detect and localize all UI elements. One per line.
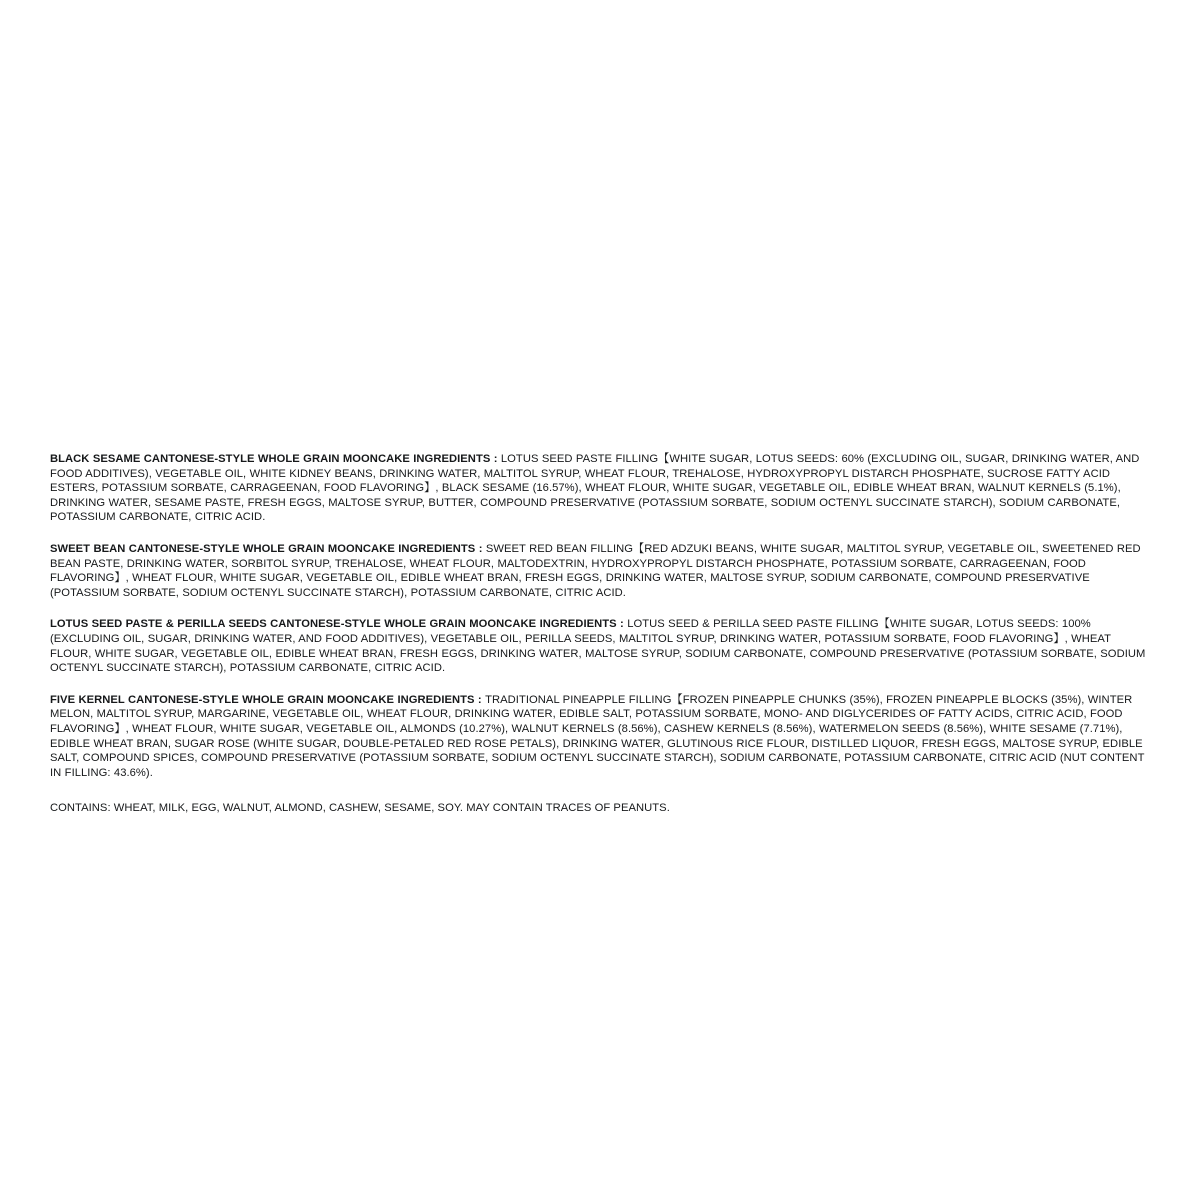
ingredient-paragraph-sweet-bean	[50, 542, 1154, 600]
ingredients-section	[50, 452, 1154, 816]
ingredient-body: LOTUS SEED & PERILLA SEED PASTE FILLING【WHITE SUGAR, LOTUS SEEDS: 100% (EXCLUDING OIL, SUGAR, DRINKING WATER, AND FOOD ADDITIVES), VEGETABLE OIL, PERILLA SEEDS, MALTITOL SYRUP, DRINKING WATER, POTASSIUM SORBATE, FOOD FLAVORING】, WHEAT FLOUR, WHITE SUGAR, VEGETABLE OIL, EDIBLE WHEAT BRAN, FRESH EGGS, DRINKING WATER, MALTOSE SYRUP, SODIUM CARBONATE, COMPOUND PRESERVATIVE (POTASSIUM SORBATE, SODIUM OCTENYL SUCCINATE STARCH), POTASSIUM CARBONATE, CITRIC ACID.	[50, 618, 1146, 675]
ingredient-body: SWEET RED BEAN FILLING【RED ADZUKI BEANS, WHITE SUGAR, MALTITOL SYRUP, VEGETABLE OIL, SWEETENED RED BEAN PASTE, DRINKING WATER, SORBITOL SYRUP, TREHALOSE, WHEAT FLOUR, MALTODEXTRIN, HYDROXYPROPYL DISTARCH PHOSPHATE, POTASSIUM SORBATE, CARRAGEENAN, FOOD FLAVORING】, WHEAT FLOUR, WHITE SUGAR, VEGETABLE OIL, EDIBLE WHEAT BRAN, FRESH EGGS, DRINKING WATER, MALTOSE SYRUP, SODIUM CARBONATE, COMPOUND PRESERVATIVE (POTASSIUM SORBATE, SODIUM OCTENYL SUCCINATE STARCH), POTASSIUM CARBONATE, CITRIC ACID.	[50, 542, 1141, 599]
ingredient-paragraph-five-kernel	[50, 693, 1154, 781]
allergen-statement: CONTAINS: WHEAT, MILK, EGG, WALNUT, ALMOND, CASHEW, SESAME, SOY. MAY CONTAIN TRACES OF PEANUTS.	[50, 802, 670, 815]
ingredient-body: LOTUS SEED PASTE FILLING【WHITE SUGAR, LOTUS SEEDS: 60% (EXCLUDING OIL, SUGAR, DRINKING WATER, AND FOOD ADDITIVES), VEGETABLE OIL, WHITE KIDNEY BEANS, DRINKING WATER, MALTITOL SYRUP, WHEAT FLOUR, TREHALOSE, HYDROXYPROPYL DISTARCH PHOSPHATE, SUCROSE FATTY ACID ESTERS, POTASSIUM SORBATE, CARRAGEENAN, FOOD FLAVORING】, BLACK SESAME (16.57%), WHEAT FLOUR, WHITE SUGAR, VEGETABLE OIL, EDIBLE WHEAT BRAN, WALNUT KERNELS (5.1%), DRINKING WATER, SESAME PASTE, FRESH EGGS, MALTOSE SYRUP, BUTTER, COMPOUND PRESERVATIVE (POTASSIUM SORBATE, SODIUM OCTENYL SUCCINATE STARCH), SODIUM CARBONATE, POTASSIUM CARBONATE, CITRIC ACID.	[50, 453, 1140, 524]
ingredient-heading: SWEET BEAN CANTONESE-STYLE WHOLE GRAIN MOONCAKE INGREDIENTS :	[50, 542, 486, 555]
ingredient-body: TRADITIONAL PINEAPPLE FILLING【FROZEN PINEAPPLE CHUNKS (35%), FROZEN PINEAPPLE BLOCKS (35%), WINTER MELON, MALTITOL SYRUP, MARGARINE, VEGETABLE OIL, WHEAT FLOUR, DRINKING WATER, EDIBLE SALT, POTASSIUM SORBATE, MONO- AND DIGLYCERIDES OF FATTY ACIDS, CITRIC ACID, FOOD FLAVORING】, WHEAT FLOUR, WHITE SUGAR, VEGETABLE OIL, ALMONDS (10.27%), WALNUT KERNELS (8.56%), CASHEW KERNELS (8.56%), WATERMELON SEEDS (8.56%), WHITE SESAME (7.71%), EDIBLE WHEAT BRAN, SUGAR ROSE (WHITE SUGAR, DOUBLE-PETALED RED ROSE PETALS), DRINKING WATER, GLUTINOUS RICE FLOUR, DISTILLED LIQUOR, FRESH EGGS, MALTOSE SYRUP, EDIBLE SALT, COMPOUND SPICES, COMPOUND PRESERVATIVE (POTASSIUM SORBATE, SODIUM OCTENYL SUCCINATE STARCH), SODIUM CARBONATE, POTASSIUM CARBONATE, CITRIC ACID (NUT CONTENT IN FILLING: 43.6%).	[50, 693, 1145, 779]
ingredient-heading: BLACK SESAME CANTONESE-STYLE WHOLE GRAIN MOONCAKE INGREDIENTS :	[50, 453, 501, 465]
ingredient-heading: LOTUS SEED PASTE & PERILLA SEEDS CANTONESE-STYLE WHOLE GRAIN MOONCAKE INGREDIENTS :	[50, 618, 628, 631]
ingredient-paragraph-black-sesame	[50, 452, 1154, 525]
ingredient-heading: FIVE KERNEL CANTONESE-STYLE WHOLE GRAIN MOONCAKE INGREDIENTS :	[50, 693, 486, 706]
ingredient-paragraph-lotus-seed-perilla	[50, 617, 1154, 675]
